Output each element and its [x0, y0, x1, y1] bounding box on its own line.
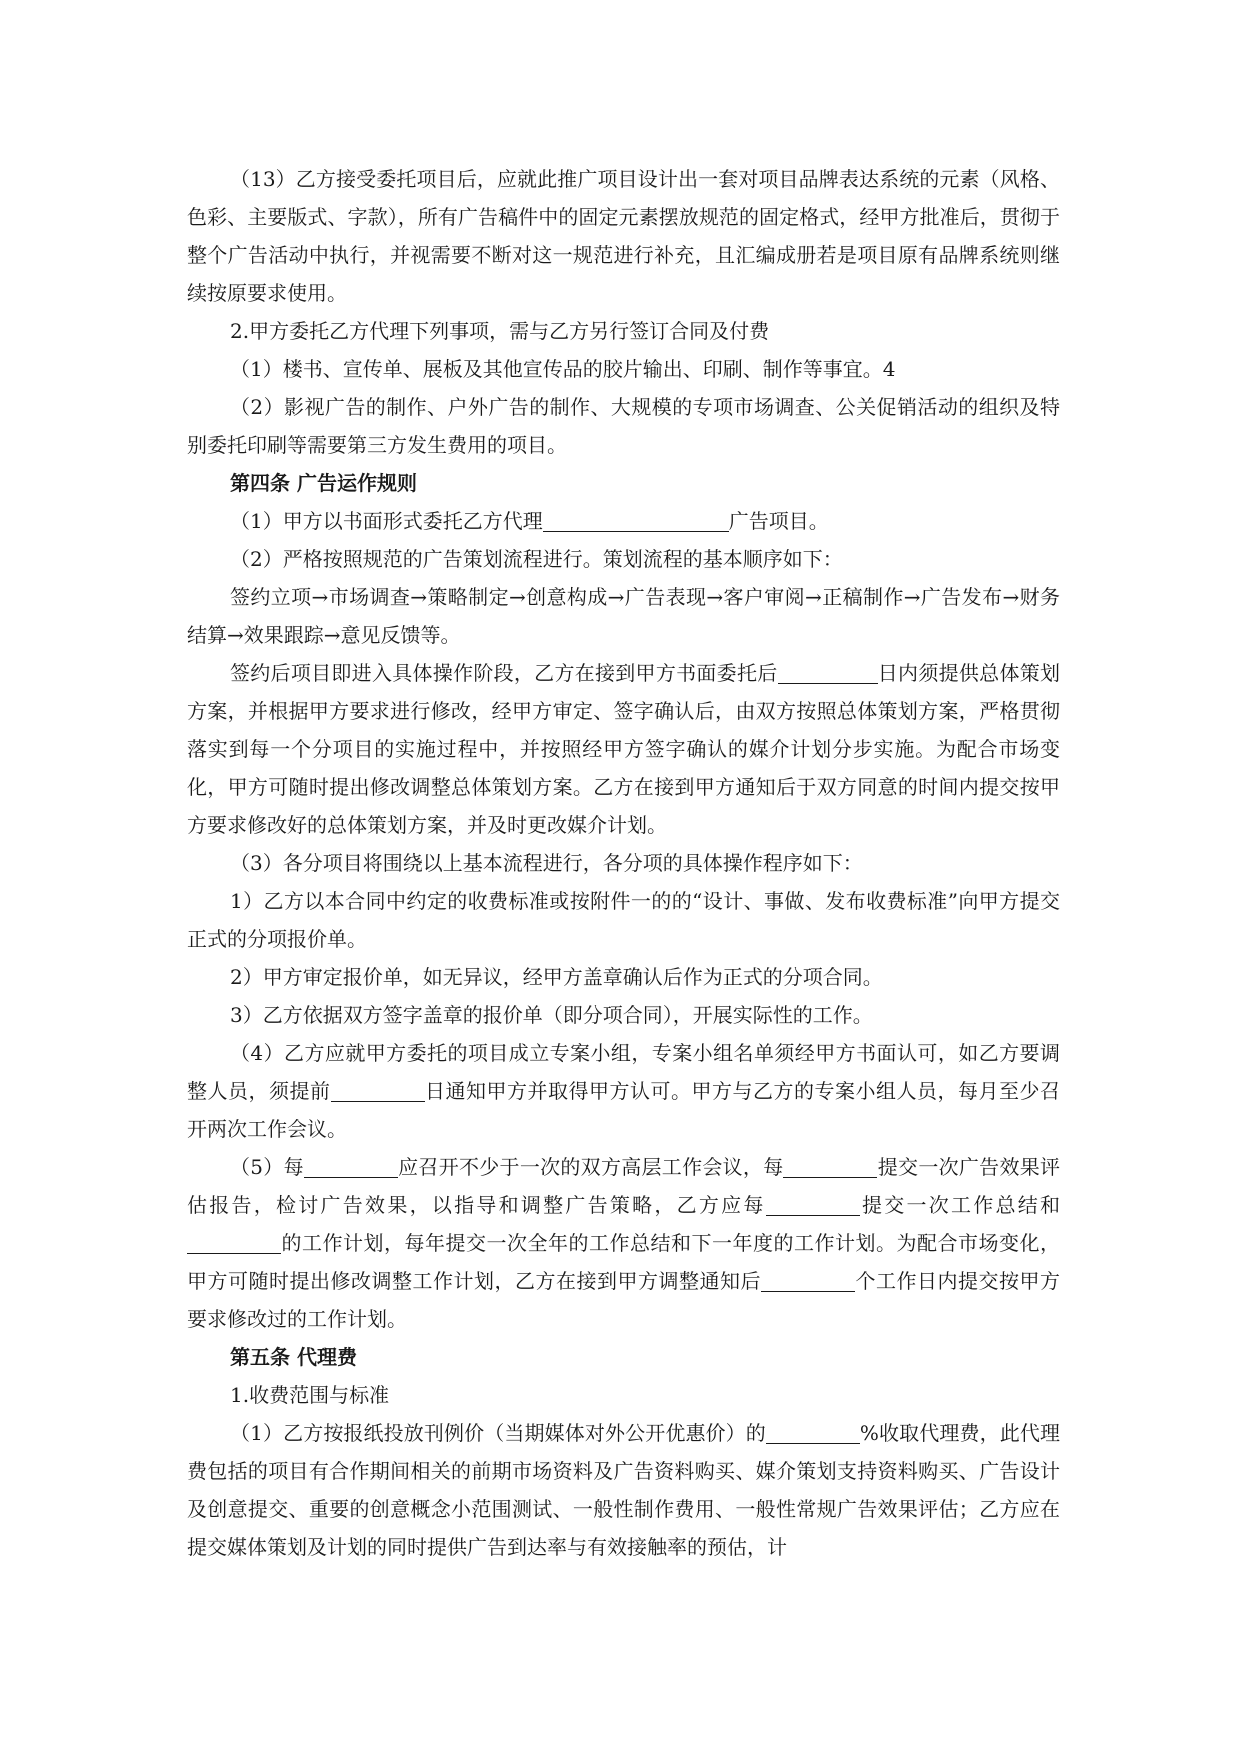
- paragraph-written-commission: [187, 502, 1060, 540]
- fill-in-blank[interactable]: [766, 1421, 860, 1444]
- paragraph-quotation-submit: 1）乙方以本合同中约定的收费标准或按附件一的的“设计、事做、发布收费标准”向甲方提交正式的分项报价单。: [187, 889, 1060, 951]
- text-segment: 签约后项目即进入具体操作阶段，乙方在接到甲方书面委托后: [230, 661, 778, 685]
- article-five-heading: 第五条 代理费: [230, 1345, 357, 1369]
- text-segment: 广告项目。: [728, 509, 829, 533]
- fill-in-blank[interactable]: [766, 1193, 860, 1216]
- paragraph-process-flow: 签约立项→市场调查→策略制定→创意构成→广告表现→客户审阅→正稿制作→广告发布→财务结算→效果跟踪→意见反馈等。: [187, 585, 1060, 647]
- text-segment: 日内须提供总体策划方案，并根据甲方要求进行修改，经甲方审定、签字确认后，由双方按照总体策划方案，严格贯彻落实到每一个分项目的实施过程中，并按照经甲方签字确认的媒介计划分步实施。为配合市场变化，甲方可随时提出修改调整总体策划方案。乙方在接到甲方通知后于双方同意的时间内提交按甲方要求修改好的总体策划方案，并及时更改媒介计划。: [187, 661, 1061, 837]
- text-segment: 应召开不少于一次的双方高层工作会议，每: [397, 1155, 784, 1179]
- fill-in-blank[interactable]: [783, 1155, 877, 1178]
- paragraph-fee-scope: 1.收费范围与标准: [230, 1383, 390, 1407]
- paragraph-quotation-review: 2）甲方审定报价单，如无异议，经甲方盖章确认后作为正式的分项合同。: [230, 965, 883, 989]
- text-segment: 个工作日内提交按甲方要求修改过的工作计划。: [187, 1269, 1060, 1331]
- text-segment: （1）甲方以书面形式委托乙方代理: [230, 509, 543, 533]
- text-segment: 的工作计划，每年提交一次全年的工作总结和下一年度的工作计划。为配合市场变化，甲方可随时提出修改调整工作计划，乙方在接到甲方调整通知后: [187, 1231, 1060, 1293]
- paragraph-project-team: [187, 1034, 1060, 1148]
- paragraph-subproject-procedure: （3）各分项目将围绕以上基本流程进行，各分项的具体操作程序如下：: [230, 851, 863, 875]
- fill-in-blank[interactable]: [543, 509, 729, 532]
- paragraph-separate-contract: 2.甲方委托乙方代理下列事项，需与乙方另行签订合同及付费: [230, 319, 770, 343]
- fill-in-blank[interactable]: [761, 1269, 855, 1292]
- paragraph-meetings-reports: [187, 1148, 1060, 1338]
- text-segment: 提交一次广告效果评估报告，检讨广告效果，以指导和调整广告策略，乙方应每: [187, 1155, 1061, 1217]
- article-four-heading: 第四条 广告运作规则: [230, 471, 417, 495]
- text-segment: （1）乙方按报纸投放刊例价（当期媒体对外公开优惠价）的: [230, 1421, 766, 1445]
- paragraph-printing-items: （1）楼书、宣传单、展板及其他宣传品的胶片输出、印刷、制作等事宜。4: [230, 357, 896, 381]
- fill-in-blank[interactable]: [304, 1155, 398, 1178]
- text-segment: %收取代理费，此代理费包括的项目有合作期间相关的前期市场资料及广告资料购买、媒介策划支持资料购买、广告设计及创意提交、重要的创意概念小范围测试、一般性制作费用、一般性常规广告效果评估；乙方应在提交媒体策划及计划的同时提供广告到达率与有效接触率的预估，计: [187, 1421, 1060, 1559]
- text-segment: 提交一次工作总结和: [859, 1193, 1061, 1217]
- paragraph-start-work: 3）乙方依据双方签字盖章的报价单（即分项合同），开展实际性的工作。: [230, 1003, 873, 1027]
- text-segment: （4）乙方应就甲方委托的项目成立专案小组，专案小组名单须经甲方书面认可，如乙方要调整人员，须提前: [187, 1041, 1060, 1103]
- paragraph-planning-process: （2）严格按照规范的广告策划流程进行。策划流程的基本顺序如下：: [230, 547, 843, 571]
- paragraph-third-party-items: （2）影视广告的制作、户外广告的制作、大规模的专项市场调查、公关促销活动的组织及特别委托印刷等需要第三方发生费用的项目。: [187, 395, 1060, 457]
- text-segment: （5）每: [230, 1155, 304, 1179]
- fill-in-blank[interactable]: [778, 661, 878, 684]
- paragraph-operation-stage: [187, 654, 1060, 844]
- fill-in-blank[interactable]: [331, 1079, 425, 1102]
- fill-in-blank[interactable]: [187, 1231, 281, 1254]
- paragraph-agency-fee: [187, 1414, 1060, 1566]
- text-segment: 日通知甲方并取得甲方认可。甲方与乙方的专案小组人员，每月至少召开两次工作会议。: [187, 1079, 1060, 1141]
- paragraph-brand-system: （13）乙方接受委托项目后，应就此推广项目设计出一套对项目品牌表达系统的元素（风格、色彩、主要版式、字款），所有广告稿件中的固定元素摆放规范的固定格式，经甲方批准后，贯彻于整个广告活动中执行，并视需要不断对这一规范进行补充，且汇编成册若是项目原有品牌系统则继续按原要求使用。: [187, 167, 1060, 305]
